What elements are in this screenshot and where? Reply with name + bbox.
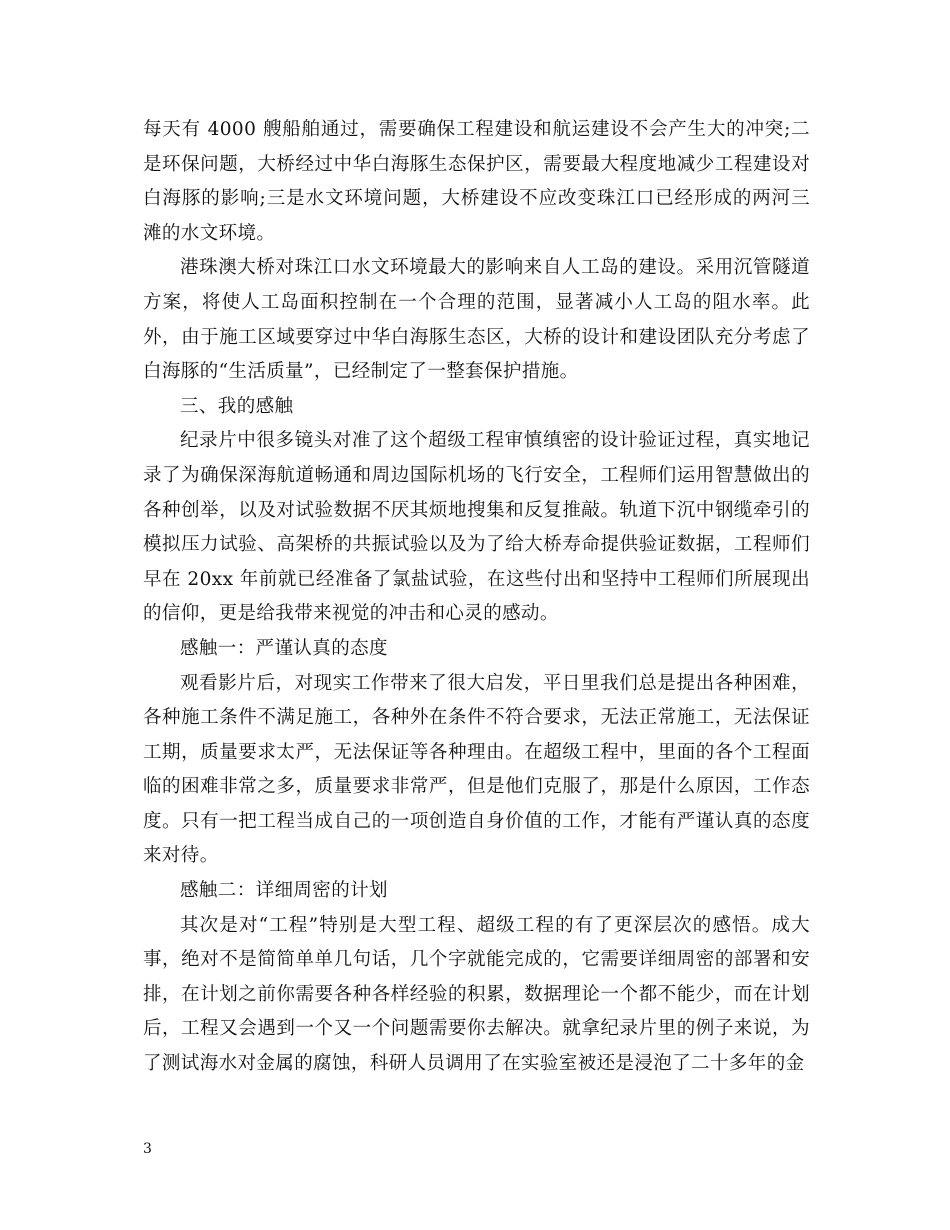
paragraph-continuation: 每天有 4000 艘船舶通过，需要确保工程建设和航运建设不会产生大的冲突;二是环保问题，大桥经过中华白海豚生态保护区，需要最大程度地减少工程建设对白海豚的影响;三是水文环境问题，大桥建设不应改变珠江口已经形成的两河三滩的水文环境。 (143, 119, 810, 244)
subheading-reflection-two: 感触二：详细周密的计划 (180, 880, 388, 902)
section-heading-my-reflection: 三、我的感触 (180, 395, 294, 417)
paragraph-attitude: 观看影片后，对现实工作带来了很大启发，平日里我们总是提出各种困难，各种施工条件不满足施工，各种外在条件不符合要求，无法正常施工，无法保证工期，质量要求太严，无法保证等各种理由。在超级工程中，里面的各个工程面临的困难非常之多，质量要求非常严，但是他们克服了，那是什么原因，工作态度。只有一把工程当成自己的一项创造自身价值的工作，才能有严谨认真的态度来对待。 (143, 672, 810, 867)
subheading-reflection-one: 感触一：严谨认真的态度 (180, 637, 388, 659)
paragraph-documentary: 纪录片中很多镜头对准了这个超级工程审慎缜密的设计验证过程，真实地记录了为确保深海航道畅通和周边国际机场的飞行安全，工程师们运用智慧做出的各种创举，以及对试验数据不厌其烦地搜集和反复推敲。轨道下沉中钢缆牵引的模拟压力试验、高架桥的共振试验以及为了给大桥寿命提供验证数据，工程师们早在 20xx 年前就已经准备了氯盐试验，在这些付出和坚持中工程师们所展现出的信仰，更是给我带来视觉的冲击和心灵的感动。 (143, 430, 810, 625)
paragraph-bridge-island: 港珠澳大桥对珠江口水文环境最大的影响来自人工岛的建设。采用沉管隧道方案，将使人工岛面积控制在一个合理的范围，显著减小人工岛的阻水率。此外，由于施工区域要穿过中华白海豚生态区，大桥的设计和建设团队充分考虑了白海豚的“生活质量”，已经制定了一整套保护措施。 (143, 257, 810, 383)
paragraph-planning: 其次是对“工程”特别是大型工程、超级工程的有了更深层次的感悟。成大事，绝对不是简简单单几句话，几个字就能完成的，它需要详细周密的部署和安排，在计划之前你需要各种各样经验的积累，数据理论一个都不能少，而在计划后，工程又会遇到一个又一个问题需要你去解决。就拿纪录片里的例子来说，为了测试海水对金属的腐蚀，科研人员调用了在实验室被还是浸泡了二十多年的金 (143, 914, 810, 1075)
page-number: 3 (143, 1141, 152, 1157)
body-text (143, 113, 810, 1082)
